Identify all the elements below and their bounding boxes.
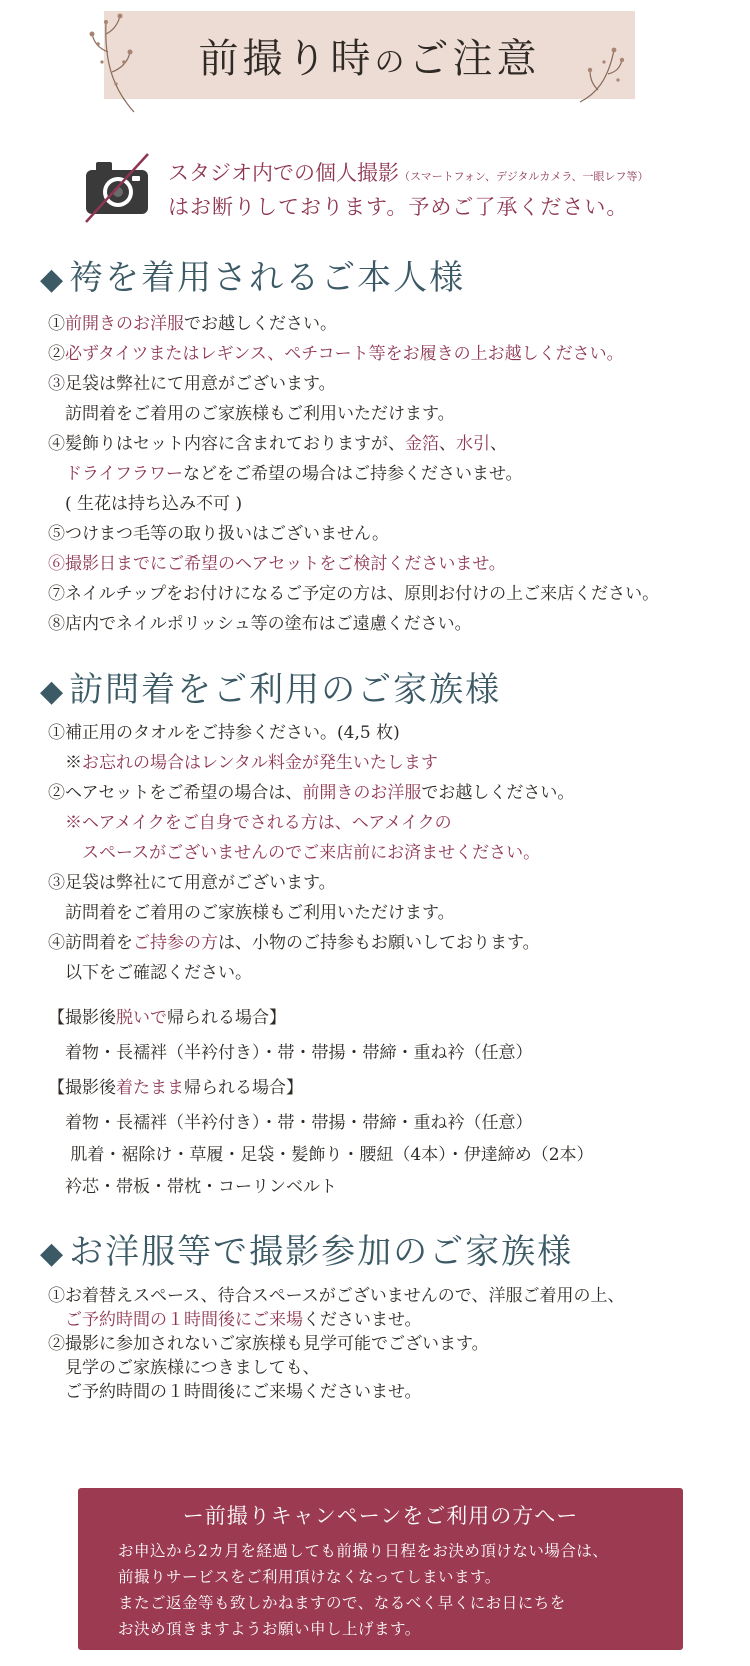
list-item [48, 842, 540, 864]
list-item [48, 373, 336, 395]
text-segment: ⑦ネイルチップをお付けになるご予定の方は、原則お付けの上ご来店ください。 [48, 584, 660, 604]
highlighted-text: 金箔 [405, 434, 439, 454]
text-segment: 帰られる場合】 [184, 1078, 303, 1098]
list-item [48, 812, 452, 834]
text-segment: ②ヘアセットをご希望の場合は、 [48, 783, 303, 803]
list-item [48, 1042, 533, 1064]
page-title: 前撮り時のご注意 [198, 35, 541, 82]
text-segment: 帰られる場合】 [167, 1008, 286, 1028]
text-segment: 訪問着をご着用のご家族様もご利用いただけます。 [48, 903, 455, 923]
text-segment [48, 1310, 65, 1330]
list-item [48, 1333, 489, 1355]
text-segment [48, 464, 65, 484]
highlighted-text: 前開きのお洋服 [65, 314, 184, 334]
highlighted-text: 必ずタイツまたはレギンス、ペチコート等をお履きの上お越しください。 [65, 344, 624, 364]
section-heading-houmongi: ◆ 訪問着をご利用のご家族様 [40, 670, 502, 710]
no-camera-icon [84, 152, 150, 224]
text-segment: ご予約時間の１時間後にご来場くださいませ。 [48, 1382, 422, 1402]
text-segment: ②撮影に参加されないご家族様も見学可能でございます。 [48, 1334, 489, 1354]
highlighted-text: ご予約時間の１時間後にご来場 [65, 1310, 303, 1330]
text-segment: ④訪問着を [48, 933, 133, 953]
list-item [48, 1144, 594, 1166]
text-segment [48, 813, 65, 833]
text-segment: ③足袋は弊社にて用意がございます。 [48, 374, 336, 394]
campaign-line: 前撮りサービスをご利用頂けなくなってしまいます。 [118, 1568, 501, 1586]
text-segment: ⑧店内でネイルポリッシュ等の塗布はご遠慮ください。 [48, 614, 472, 634]
list-item [48, 433, 507, 455]
list-item [48, 583, 659, 605]
text-segment: は、小物のご持参もお願いしております。 [218, 933, 540, 953]
list-item [48, 1381, 422, 1403]
highlighted-text: 水引 [456, 434, 490, 454]
text-segment: 衿芯・帯板・帯枕・コーリンベルト [48, 1177, 337, 1197]
list-item [48, 313, 337, 335]
text-segment: でお越しください。 [184, 314, 337, 334]
floral-sprig-left-icon [86, 12, 140, 116]
highlighted-text: スペースがございませんのでご来店前にお済ませください。 [82, 843, 541, 863]
page-title-banner [104, 11, 635, 99]
text-segment: 着物・長襦袢（半衿付き）・帯・帯揚・帯締・重ね衿（任意） [48, 1043, 533, 1063]
highlighted-text: ※ヘアメイクをご自身でされる方は、ヘアメイクの [65, 813, 452, 833]
list-item [48, 872, 336, 894]
floral-sprig-right-icon [578, 44, 624, 106]
list-item [48, 782, 574, 804]
text-segment: ④髪飾りはセット内容に含まれておりますが、 [48, 434, 405, 454]
highlighted-text: ドライフラワー [65, 464, 183, 484]
text-segment: ① [48, 314, 65, 334]
highlighted-text: ご持参の方 [133, 933, 218, 953]
text-segment: 【撮影後 [48, 1078, 116, 1098]
highlighted-text: 脱いで [116, 1008, 167, 1028]
text-segment: でお越しください。 [421, 783, 575, 803]
list-item [48, 463, 522, 485]
campaign-notice-box [78, 1488, 683, 1650]
text-segment: くださいませ。 [303, 1310, 422, 1330]
text-segment: 【撮影後 [48, 1008, 116, 1028]
no-photography-notice: スタジオ内での個人撮影（スマートフォン、デジタルカメラ、一眼レフ等） はお断りしております。予めご了承ください。 [168, 161, 649, 219]
text-segment: 見学のご家族様につきましても、 [48, 1358, 320, 1378]
text-segment: 訪問着をご着用のご家族様もご利用いただけます。 [48, 404, 455, 424]
list-item [48, 1176, 337, 1198]
list-item [48, 722, 400, 744]
text-segment: ③足袋は弊社にて用意がございます。 [48, 873, 336, 893]
text-segment: 着物・長襦袢（半衿付き）・帯・帯揚・帯締・重ね衿（任意） [48, 1113, 533, 1133]
list-item [48, 1309, 422, 1331]
section-heading-western-clothes: ◆ お洋服等で撮影参加のご家族様 [40, 1232, 574, 1272]
list-item [48, 1077, 303, 1099]
highlighted-text: お忘れの場合はレンタル料金が発生いたします [82, 753, 438, 773]
text-segment: ※ [48, 753, 82, 773]
text-segment: 肌着・裾除け・草履・足袋・髪飾り・腰紐（4本）・伊達締め（2本） [48, 1145, 594, 1165]
text-segment: ⑤つけまつ毛等の取り扱いはございません。 [48, 524, 390, 544]
list-item [48, 523, 389, 545]
text-segment: ( 生花は持ち込み不可 ) [48, 494, 243, 514]
text-segment [48, 843, 82, 863]
list-item [48, 613, 472, 635]
text-segment: ①補正用のタオルをご持参ください。(4,5 枚) [48, 723, 400, 743]
highlighted-text: ⑥撮影日までにご希望のヘアセットをご検討くださいませ。 [48, 554, 506, 574]
list-item [48, 493, 242, 515]
list-item [48, 1357, 320, 1379]
campaign-line: またご返金等も致しかねますので、なるべく早くにお日にちを [118, 1594, 566, 1612]
section-heading-hakama: ◆ 袴を着用されるご本人様 [40, 258, 466, 298]
list-item [48, 553, 506, 575]
text-segment: 、 [439, 434, 456, 454]
text-segment: などをご希望の場合はご持参くださいませ。 [182, 464, 523, 484]
campaign-line: お申込から2カ月を経過しても前撮り日程をお決め頂けない場合は、 [118, 1542, 609, 1560]
list-item [48, 1007, 286, 1029]
campaign-line: お決め頂きますようお願い申し上げます。 [118, 1620, 421, 1638]
list-item [48, 343, 624, 365]
list-item [48, 962, 252, 984]
text-segment: ①お着替えスペース、待合スペースがございませんので、洋服ご着用の上、 [48, 1286, 625, 1306]
highlighted-text: 着たまま [116, 1078, 184, 1098]
list-item [48, 932, 540, 954]
campaign-title: ー前撮りキャンペーンをご利用の方へー [182, 1504, 579, 1528]
list-item [48, 1285, 624, 1307]
highlighted-text: 前開きのお洋服 [302, 783, 422, 803]
text-segment: 以下をご確認ください。 [48, 963, 252, 983]
text-segment: ② [48, 344, 65, 364]
list-item [48, 752, 438, 774]
list-item [48, 403, 455, 425]
list-item [48, 902, 455, 924]
text-segment: 、 [490, 434, 507, 454]
list-item [48, 1112, 533, 1134]
